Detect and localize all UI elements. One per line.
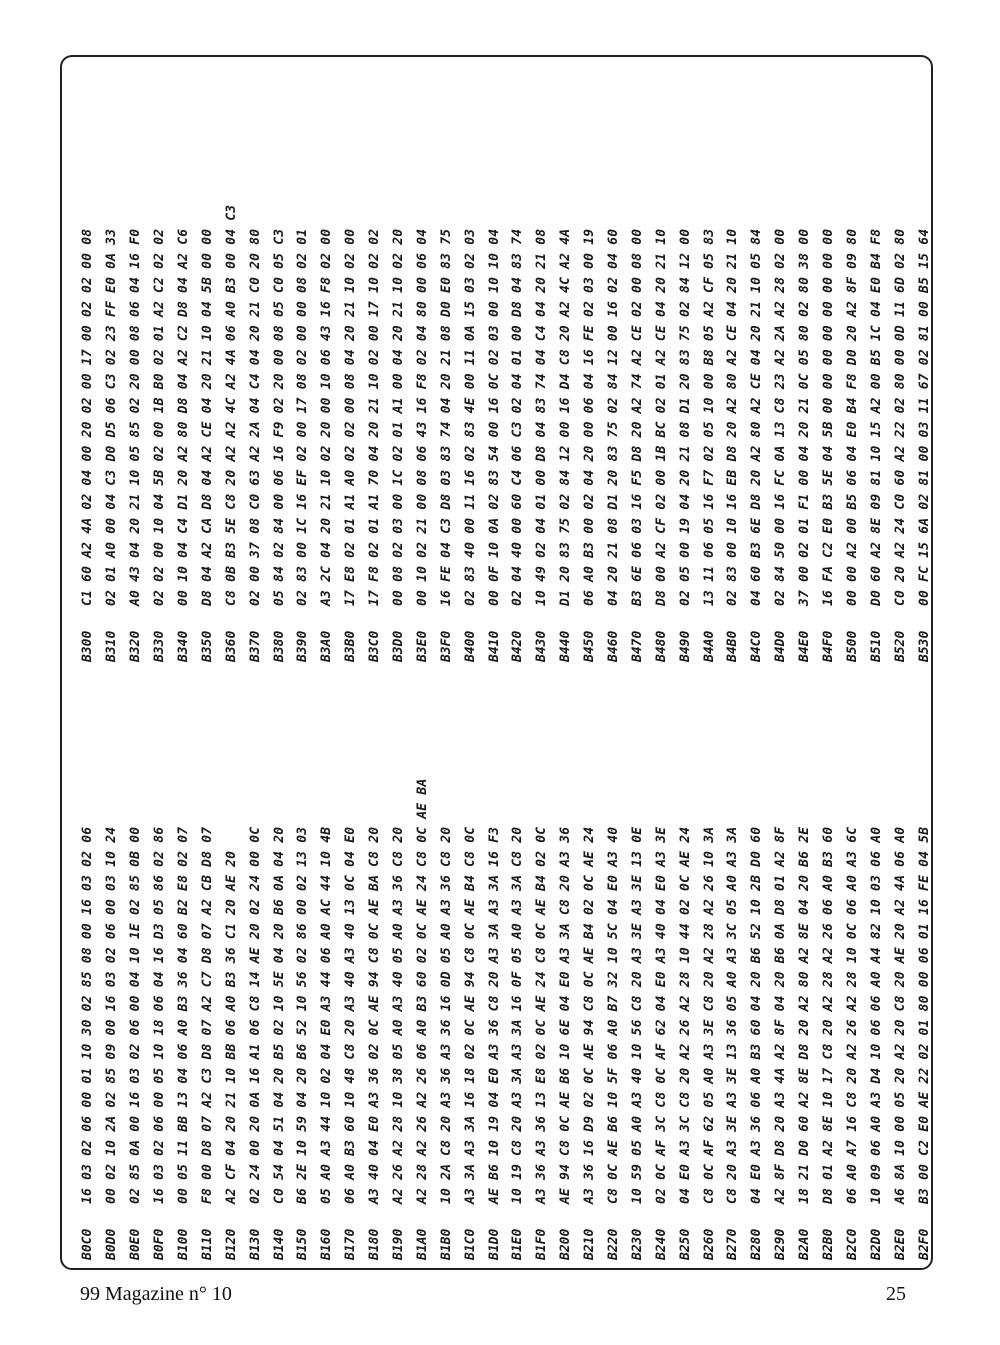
- hex-dump-row: [745, 205, 769, 662]
- hex-address: B1E0: [510, 1228, 526, 1260]
- hex-address: B3F0: [438, 630, 454, 662]
- hex-dump-row: [841, 205, 865, 662]
- hex-dump-row: [76, 779, 100, 1260]
- hex-dump-row: [864, 779, 888, 1260]
- hex-bytes: C8 0C AF 62 05 A0 A3 3E C8 20 A2 28 A2 26 10 3A: [701, 826, 717, 1204]
- hex-bytes: D8 04 A2 CA D8 04 A2 CE 04 20 21 10 04 5B 00 00: [199, 228, 215, 606]
- hex-bytes: A6 8A 10 00 05 20 A2 20 C8 20 AE 20 A2 4A 06 A0: [892, 826, 908, 1204]
- hex-dump-row: [410, 205, 434, 662]
- hex-dump-row: [649, 779, 673, 1260]
- hex-address: B150: [295, 1228, 311, 1260]
- hex-bytes: 00 00 A2 00 B5 06 04 E0 B4 F8 D0 20 A2 8F 09 80: [844, 228, 860, 606]
- hex-dump-row: [745, 779, 769, 1260]
- hex-dump-row: [195, 779, 219, 1260]
- hex-dump-row: [387, 779, 411, 1260]
- hex-dump-row: [339, 205, 363, 662]
- hex-bytes: D8 01 A2 8E 10 17 C8 20 A2 28 A2 26 06 A0 B3 60: [821, 826, 837, 1204]
- hex-dump-row: [148, 205, 172, 662]
- hex-dump-row: [434, 205, 458, 662]
- hex-bytes: C0 20 A2 24 C0 60 A2 22 02 80 00 0D 11 6D 02 80: [892, 228, 908, 606]
- hex-address: B4F0: [821, 630, 837, 662]
- hex-dump-row: [721, 205, 745, 662]
- hex-dump-row: [697, 779, 721, 1260]
- hex-bytes: C8 0C AE B6 10 5F 06 A0 B7 32 10 5C 04 E0 A3 40: [606, 826, 622, 1204]
- hex-dump-row: [363, 779, 387, 1260]
- hex-address: B430: [534, 630, 550, 662]
- hex-bytes: A3 36 A3 36 13 E8 02 0C AE 24 C8 0C AE B4 02 0C: [534, 826, 550, 1204]
- hex-bytes: 05 A0 A3 44 10 02 04 E0 A3 44 06 A0 AC 44 10 4B: [319, 826, 335, 1204]
- hex-bytes: A2 8F D8 20 A3 4A A2 8F 04 20 B6 0A D8 01 A2 8F: [773, 826, 789, 1204]
- hex-address: B370: [247, 630, 263, 662]
- hex-address: B2F0: [916, 1228, 932, 1260]
- hex-dump-row: [267, 779, 291, 1260]
- hex-bytes: 04 60 B3 6E D8 20 A2 80 A2 CE 04 20 21 10 05 84: [749, 228, 765, 606]
- hex-bytes: C8 20 A3 3E A3 3E 13 36 05 A0 A3 3C 05 A0 A3 3A: [725, 826, 741, 1204]
- hex-address: B1D0: [486, 1228, 502, 1260]
- hex-dump-row: [769, 779, 793, 1260]
- hex-address: B3A0: [319, 630, 335, 662]
- hex-bytes: A0 43 04 20 21 10 05 85 02 20 00 08 06 04 16 F0: [128, 228, 144, 606]
- hex-address: B480: [653, 630, 669, 662]
- hex-bytes: 00 02 10 2A 02 85 09 00 16 03 02 06 00 03 10 24: [104, 826, 120, 1204]
- hex-dump-row: [673, 205, 697, 662]
- hex-address: B0D0: [104, 1228, 120, 1260]
- hex-address: B300: [80, 630, 96, 662]
- hex-dump-rotated: [62, 57, 935, 1272]
- hex-address: B4C0: [749, 630, 765, 662]
- hex-address: B160: [319, 1228, 335, 1260]
- hex-address: B420: [510, 630, 526, 662]
- hex-dump-row: [195, 205, 219, 662]
- hex-dump-row: [554, 205, 578, 662]
- hex-bytes: 16 03 02 06 00 05 10 18 06 04 16 D3 05 86 02 86: [152, 826, 168, 1204]
- hex-dump-row: [769, 205, 793, 662]
- hex-dump-row: [912, 779, 936, 1260]
- hex-bytes: 02 84 50 00 16 FC 0A 13 C8 23 A2 2A A2 28 02 00: [773, 228, 789, 606]
- hex-address: B1F0: [534, 1228, 550, 1260]
- hex-dump-left-block: [76, 779, 936, 1260]
- hex-dump-row: [888, 779, 912, 1260]
- hex-bytes: 00 08 02 03 00 1C 02 01 A1 00 04 20 21 10 02 20: [391, 228, 407, 606]
- hex-dump-row: [243, 779, 267, 1260]
- hex-bytes: B3 00 C2 E0 AE 22 02 01 80 00 06 01 16 FE 04 5B: [916, 826, 932, 1204]
- hex-address: B230: [629, 1228, 645, 1260]
- hex-dump-row: [602, 779, 626, 1260]
- hex-address: B2B0: [821, 1228, 837, 1260]
- hex-dump-row: [912, 205, 936, 662]
- hex-address: B130: [247, 1228, 263, 1260]
- hex-bytes: 16 FA C2 E0 B3 5E 04 5B 00 00 00 00 00 00 00 00: [821, 228, 837, 606]
- hex-address: B500: [844, 630, 860, 662]
- hex-address: B320: [128, 630, 144, 662]
- hex-bytes: 05 84 02 84 00 06 16 F9 02 20 00 08 05 C0 05 C3: [271, 228, 287, 606]
- hex-bytes: 10 2A C8 20 A3 36 A3 36 16 0D 05 A0 A3 36 C8 20: [438, 826, 454, 1204]
- hex-bytes: C8 0B B3 5E C8 20 A2 A2 4C A2 4A 06 A0 B3 00 04 C3: [223, 204, 239, 606]
- hex-address: B510: [868, 630, 884, 662]
- footer-page-number: 25: [886, 1283, 906, 1305]
- hex-bytes: D0 60 A2 8E 09 81 10 15 A2 00 B5 1C 04 E0 B4 F8: [868, 228, 884, 606]
- hex-address: B440: [558, 630, 574, 662]
- hex-dump-row: [410, 779, 434, 1260]
- hex-bytes: B3 6E 06 03 16 F5 D8 20 A2 74 A2 CE 02 00 08 00: [629, 228, 645, 606]
- hex-dump-row: [315, 779, 339, 1260]
- hex-dump-row: [387, 205, 411, 662]
- hex-bytes: 00 05 11 BB 13 04 06 A0 B3 36 04 60 B2 E8 02 07: [176, 826, 191, 1204]
- hex-dump-row: [219, 779, 243, 1260]
- hex-bytes: A2 26 A2 28 10 38 05 A0 A3 40 05 A0 A3 36 C8 20: [391, 826, 407, 1204]
- hex-dump-row: [625, 205, 649, 662]
- hex-address: B120: [223, 1228, 239, 1260]
- hex-bytes: AE B6 10 19 04 E0 A3 36 C8 20 A3 3A A3 3A 16 F3: [486, 826, 502, 1204]
- hex-dump-row: [76, 205, 100, 662]
- hex-address: B3B0: [343, 630, 359, 662]
- hex-bytes: 04 20 21 08 D1 20 83 75 02 84 12 00 16 02 04 60: [606, 228, 622, 606]
- hex-dump-row: [793, 779, 817, 1260]
- hex-dump-right-block: [76, 205, 936, 662]
- hex-address: B140: [271, 1228, 287, 1260]
- hex-bytes: AE 94 C8 0C AE B6 10 6E 04 E0 A3 3A C8 20 A3 36: [558, 826, 574, 1204]
- hex-dump-row: [530, 205, 554, 662]
- hex-bytes: 10 49 02 04 01 00 D8 04 83 74 04 C4 04 20 21 08: [534, 228, 550, 606]
- hex-dump-row: [625, 779, 649, 1260]
- hex-bytes: B6 2E 10 59 04 20 B6 52 10 56 02 86 00 02 13 03: [295, 826, 311, 1204]
- hex-bytes: D8 00 A2 CF 02 00 1B BC 02 01 A2 CE 04 20 21 10: [653, 228, 669, 606]
- hex-dump-row: [602, 205, 626, 662]
- hex-address: B100: [176, 1228, 191, 1260]
- hex-bytes: 06 A0 A7 16 C8 20 A2 26 A2 28 10 0C 06 A0 A3 6C: [844, 826, 860, 1204]
- hex-dump-row: [243, 205, 267, 662]
- hex-address: B460: [606, 630, 622, 662]
- hex-bytes: C1 60 A2 4A 02 04 00 20 02 00 17 00 02 02 00 08: [80, 228, 96, 606]
- hex-dump-frame: [60, 55, 933, 1270]
- hex-dump-row: [673, 779, 697, 1260]
- hex-bytes: 00 10 02 21 00 08 06 43 16 F8 02 04 80 00 06 04: [414, 228, 430, 606]
- hex-address: B4E0: [797, 630, 813, 662]
- hex-address: B0C0: [80, 1228, 96, 1260]
- hex-dump-row: [482, 779, 506, 1260]
- hex-dump-row: [506, 779, 530, 1260]
- hex-dump-row: [434, 779, 458, 1260]
- hex-address: B220: [606, 1228, 622, 1260]
- hex-dump-row: [841, 779, 865, 1260]
- hex-bytes: 10 09 06 A0 A3 D4 10 06 06 A0 A4 82 10 03 06 A0: [868, 826, 884, 1204]
- hex-bytes: 06 A0 B3 00 02 04 20 00 06 04 16 FE 02 03 00 19: [582, 228, 598, 606]
- hex-dump-row: [649, 205, 673, 662]
- hex-dump-row: [100, 205, 124, 662]
- hex-address: B520: [892, 630, 908, 662]
- hex-address: B310: [104, 630, 120, 662]
- hex-address: B350: [199, 630, 215, 662]
- hex-dump-row: [458, 779, 482, 1260]
- hex-dump-row: [482, 205, 506, 662]
- hex-address: B360: [223, 630, 239, 662]
- hex-address: B330: [152, 630, 168, 662]
- hex-address: B180: [367, 1228, 383, 1260]
- hex-address: B2D0: [868, 1228, 884, 1260]
- hex-dump-row: [578, 205, 602, 662]
- hex-address: B210: [582, 1228, 598, 1260]
- hex-bytes: 02 04 40 00 60 C4 06 C3 02 04 01 00 D8 04 83 74: [510, 228, 526, 606]
- hex-bytes: 00 0F 10 0A 02 83 54 00 16 0C 02 03 00 10 10 04: [486, 228, 502, 606]
- hex-address: B2C0: [844, 1228, 860, 1260]
- hex-address: B470: [629, 630, 645, 662]
- hex-address: B400: [462, 630, 478, 662]
- hex-address: B4A0: [701, 630, 717, 662]
- hex-address: B250: [677, 1228, 693, 1260]
- hex-address: B280: [749, 1228, 765, 1260]
- hex-bytes: 02 24 00 20 0A 16 A1 06 C8 14 AE 20 02 24 00 0C: [247, 826, 263, 1204]
- hex-dump-row: [172, 205, 196, 662]
- hex-dump-row: [554, 779, 578, 1260]
- hex-bytes: 17 F8 02 01 A1 70 04 20 21 10 02 00 17 10 02 02: [367, 228, 383, 606]
- hex-dump-row: [219, 205, 243, 662]
- hex-address: B340: [176, 630, 191, 662]
- hex-address: B4D0: [773, 630, 789, 662]
- hex-bytes: 00 FC 15 6A 02 81 00 03 11 67 02 81 00 B5 15 64: [916, 228, 932, 606]
- hex-dump-row: [721, 779, 745, 1260]
- hex-address: B200: [558, 1228, 574, 1260]
- hex-address: B170: [343, 1228, 359, 1260]
- hex-dump-row: [124, 779, 148, 1260]
- hex-dump-row: [793, 205, 817, 662]
- footer-magazine-title: 99 Magazine n° 10: [80, 1283, 232, 1305]
- hex-address: B410: [486, 630, 502, 662]
- hex-address: B380: [271, 630, 287, 662]
- hex-address: B270: [725, 1228, 741, 1260]
- hex-address: B2A0: [797, 1228, 813, 1260]
- hex-address: B240: [653, 1228, 669, 1260]
- hex-bytes: 02 0C AF 3C C8 0C AF 62 04 E0 A3 40 04 E0 A3 3E: [653, 826, 669, 1204]
- hex-address: B1C0: [462, 1228, 478, 1260]
- hex-bytes: 18 21 D0 60 A2 8E D8 20 A2 80 A2 8E 04 20 B6 2E: [797, 826, 813, 1204]
- hex-bytes: A3 3A A3 3A 16 18 02 0C AE 94 C8 0C AE B4 C8 0C: [462, 826, 478, 1204]
- hex-dump-row: [291, 779, 315, 1260]
- hex-bytes: A3 40 04 E0 A3 36 02 0C AE 94 C8 0C AE BA C8 20: [367, 826, 383, 1204]
- hex-address: B490: [677, 630, 693, 662]
- hex-address: B290: [773, 1228, 789, 1260]
- hex-bytes: 02 83 40 00 11 16 02 83 4E 00 11 0A 15 03 02 03: [462, 228, 478, 606]
- hex-bytes: 02 85 0A 00 16 03 02 06 00 04 10 1E 02 85 0B 00: [128, 826, 144, 1204]
- hex-bytes: 02 05 00 19 04 20 21 08 D1 20 83 75 02 84 12 00: [677, 228, 693, 606]
- hex-bytes: C0 54 04 51 04 20 B5 02 10 5E 04 20 B6 0A 04 20: [271, 826, 287, 1204]
- hex-bytes: 00 10 04 C4 D1 20 A2 80 D8 04 A2 C2 D8 04 A2 C6: [176, 228, 191, 606]
- hex-dump-row: [267, 205, 291, 662]
- hex-dump-row: [148, 779, 172, 1260]
- hex-bytes: 04 E0 A3 36 06 A0 B3 60 04 20 B6 52 10 2B D0 60: [749, 826, 765, 1204]
- hex-address: B2E0: [892, 1228, 908, 1260]
- hex-address: B530: [916, 630, 932, 662]
- hex-address: B4B0: [725, 630, 741, 662]
- hex-address: B3E0: [414, 630, 430, 662]
- hex-bytes: A2 28 A2 26 A2 26 06 A0 B3 60 02 0C AE 24 C8 0C AE BA: [414, 778, 430, 1204]
- hex-bytes: 13 11 06 05 16 F7 02 05 10 00 B8 05 A2 CF 05 83: [701, 228, 717, 606]
- hex-dump-row: [578, 779, 602, 1260]
- hex-dump-row: [817, 779, 841, 1260]
- hex-dump-row: [315, 205, 339, 662]
- hex-dump-row: [339, 779, 363, 1260]
- hex-address: B450: [582, 630, 598, 662]
- hex-bytes: 02 83 00 1C 16 EF 02 00 17 08 02 00 00 08 02 01: [295, 228, 311, 606]
- hex-bytes: 10 19 C8 20 A3 3A A3 3A 16 0F 05 A0 A3 3A C8 20: [510, 826, 526, 1204]
- hex-address: B1B0: [438, 1228, 454, 1260]
- hex-bytes: 17 E8 02 01 A1 A0 02 02 00 08 04 20 21 10 02 00: [343, 228, 359, 606]
- hex-dump-row: [458, 205, 482, 662]
- hex-address: B3D0: [391, 630, 407, 662]
- hex-address: B0E0: [128, 1228, 144, 1260]
- hex-bytes: 04 E0 A3 3C C8 20 A2 26 A2 28 10 44 02 0C AE 24: [677, 826, 693, 1204]
- hex-dump-row: [506, 205, 530, 662]
- hex-address: B0F0: [152, 1228, 168, 1260]
- hex-address: B3C0: [367, 630, 383, 662]
- hex-bytes: A2 CF 04 20 21 10 BB 06 A0 B3 36 C1 20 AE 20: [223, 850, 239, 1204]
- hex-dump-row: [291, 205, 315, 662]
- hex-dump-row: [100, 779, 124, 1260]
- hex-bytes: A3 36 16 D9 02 0C AE 94 C8 0C AE B4 02 0C AE 24: [582, 826, 598, 1204]
- hex-dump-row: [888, 205, 912, 662]
- hex-bytes: 10 59 05 A0 A3 40 10 56 C8 20 A3 3E A3 3E 13 0E: [629, 826, 645, 1204]
- hex-bytes: 02 01 A0 00 04 C3 D0 D5 06 C3 02 23 FF E0 0A 33: [104, 228, 120, 606]
- hex-bytes: 02 00 37 08 C0 63 A2 2A 04 C4 04 20 21 C0 20 80: [247, 228, 263, 606]
- hex-bytes: 02 83 00 10 16 EB D8 20 A2 80 A2 CE 04 20 21 10: [725, 228, 741, 606]
- hex-bytes: 16 03 02 06 00 01 10 30 02 85 08 00 16 03 02 06: [80, 826, 96, 1204]
- hex-address: B390: [295, 630, 311, 662]
- hex-address: B110: [199, 1228, 215, 1260]
- hex-bytes: 02 02 00 10 04 5B 02 00 1B B0 02 01 A2 C2 02 02: [152, 228, 168, 606]
- hex-dump-row: [697, 205, 721, 662]
- hex-dump-row: [817, 205, 841, 662]
- hex-address: B1A0: [414, 1228, 430, 1260]
- hex-dump-row: [172, 779, 196, 1260]
- hex-bytes: 06 A0 B3 60 10 48 C8 20 A3 40 A3 40 13 0C 04 E0: [343, 826, 359, 1204]
- hex-dump-row: [864, 205, 888, 662]
- hex-address: B260: [701, 1228, 717, 1260]
- hex-bytes: D1 20 83 75 02 84 12 00 16 D4 C8 20 A2 4C A2 4A: [558, 228, 574, 606]
- hex-address: B190: [391, 1228, 407, 1260]
- hex-dump-row: [363, 205, 387, 662]
- hex-bytes: F8 00 D8 07 A2 C3 D8 07 A2 C7 D8 07 A2 CB D8 07: [199, 826, 215, 1204]
- hex-bytes: 16 FE 04 C3 D8 03 83 74 04 20 21 08 D0 E0 83 75: [438, 228, 454, 606]
- hex-bytes: A3 2C 04 20 21 10 02 20 00 10 06 43 16 F8 02 00: [319, 228, 335, 606]
- hex-dump-row: [124, 205, 148, 662]
- hex-dump-row: [530, 779, 554, 1260]
- hex-bytes: 37 00 02 01 F1 00 04 20 21 0C 05 80 02 80 38 00: [797, 228, 813, 606]
